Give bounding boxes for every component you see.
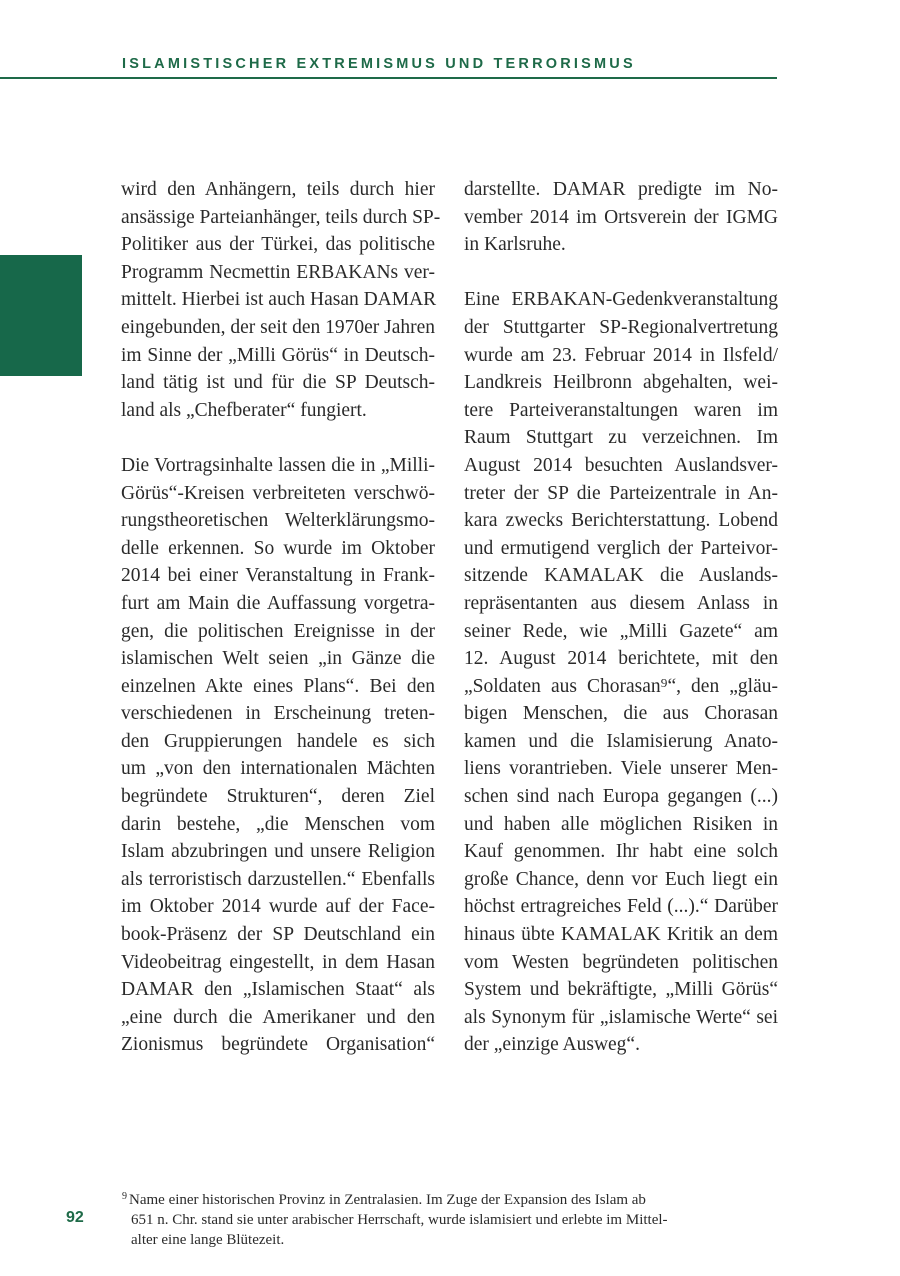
- text-line: gen, die politischen Ereignisse in der: [121, 620, 435, 642]
- text-line: kara zwecks Berichterstattung. Lobend: [464, 510, 778, 532]
- text-line: liens vorantrieben. Viele unserer Men-: [464, 758, 778, 780]
- running-header: ISLAMISTISCHER EXTREMISMUS UND TERRORISMUS: [122, 56, 636, 72]
- footnote-marker: 9: [122, 1191, 127, 1202]
- text-line: System und bekräftigte, „Milli Görüs“: [464, 979, 778, 1001]
- text-line: als terroristisch darzustellen.“ Ebenfalls: [121, 868, 435, 890]
- text-line: und haben alle möglichen Risiken in: [464, 813, 778, 835]
- text-line: Die Vortragsinhalte lassen die in „Milli-: [121, 454, 435, 476]
- header-rule: [0, 77, 777, 79]
- text-line: in Karlsruhe.: [464, 234, 566, 256]
- text-line: ansässige Parteianhänger, teils durch SP-: [121, 206, 441, 228]
- text-line: Islam abzubringen und unsere Religion: [121, 841, 435, 863]
- text-line: sitzende KAMALAK die Auslands-: [464, 565, 778, 587]
- text-line: eingebunden, der seit den 1970er Jahren: [121, 316, 436, 338]
- paragraph: [464, 176, 778, 259]
- text-line: islamischen Welt seien „in Gänze die: [121, 648, 435, 670]
- footnote-line: alter eine lange Blütezeit.: [131, 1232, 285, 1248]
- text-line: bigen Menschen, die aus Chorasan: [464, 703, 778, 725]
- text-line: Videobeitrag eingestellt, in dem Hasan: [121, 951, 435, 973]
- chapter-side-tab: [0, 255, 82, 376]
- text-line: wird den Anhängern, teils durch hier: [121, 179, 435, 200]
- text-line: DAMAR den „Islamischen Staat“ als: [121, 979, 435, 1001]
- text-line: land als „Chefberater“ fungiert.: [121, 399, 367, 421]
- text-line: Landkreis Heilbronn abgehalten, wei-: [464, 372, 778, 394]
- footnote: [122, 1187, 762, 1250]
- left-column: [121, 176, 441, 1059]
- text-line: book-Präsenz der SP Deutschland ein: [121, 924, 435, 946]
- text-line: Kauf genommen. Ihr habt eine solch: [464, 841, 778, 863]
- paragraph: [121, 176, 441, 424]
- text-line: verschiedenen in Erscheinung treten-: [121, 703, 435, 725]
- text-line: furt am Main die Auffassung vorgetra-: [121, 592, 435, 614]
- text-line: 12. August 2014 berichtete, mit den: [464, 648, 778, 670]
- text-line: schen sind nach Europa gegangen (...): [464, 786, 778, 808]
- text-line: kamen und die Islamisierung Anato-: [464, 730, 778, 752]
- text-line: höchst ertragreiches Feld (...).“ Darüber: [464, 896, 778, 918]
- text-line: Görüs“-Kreisen verbreiteten verschwö-: [121, 482, 435, 504]
- text-line: tere Parteiveranstaltungen waren im: [464, 399, 778, 421]
- footnote-line: 651 n. Chr. stand sie unter arabischer Herrschaft, wurde islamisiert und erlebte im Mittel-: [131, 1212, 668, 1228]
- text-line: hinaus übte KAMALAK Kritik an dem: [464, 924, 778, 946]
- text-line: delle erkennen. So wurde im Oktober: [121, 537, 435, 559]
- text-line: um „von den internationalen Mächten: [121, 758, 435, 780]
- text-line: „eine durch die Amerikaner und den: [121, 1006, 435, 1028]
- text-line: wurde am 23. Februar 2014 in Ilsfeld/: [464, 344, 778, 366]
- paragraph: [121, 452, 435, 1059]
- text-line: Politiker aus der Türkei, das politische: [121, 234, 435, 256]
- text-line: vember 2014 im Ortsverein der IGMG: [464, 206, 778, 228]
- text-line: Zionismus begründete Organisation“: [121, 1034, 435, 1056]
- text-line: „Soldaten aus Chorasan⁹“, den „gläu-: [464, 675, 778, 697]
- text-line: mittelt. Hierbei ist auch Hasan DAMAR: [121, 289, 437, 311]
- page-number: 92: [66, 1209, 84, 1226]
- footnote-text: Name einer historischen Provinz in Zentralasien. Im Zuge der Expansion des Islam ab: [129, 1192, 646, 1208]
- text-line: Eine ERBAKAN-Gedenkveranstaltung: [464, 289, 778, 311]
- text-line: treter der SP die Parteizentrale in An-: [464, 482, 778, 504]
- text-line: große Chance, denn vor Euch liegt ein: [464, 868, 778, 890]
- text-line: 2014 bei einer Veranstaltung in Frank-: [121, 565, 435, 587]
- text-line: repräsentanten aus diesem Anlass in: [464, 592, 778, 614]
- text-line: seiner Rede, wie „Milli Gazete“ am: [464, 620, 778, 642]
- text-line: begründete Strukturen“, deren Ziel: [121, 786, 435, 808]
- text-line: als Synonym für „islamische Werte“ sei: [464, 1006, 778, 1028]
- text-line: der Stuttgarter SP-Regionalvertretung: [464, 316, 778, 338]
- text-line: im Oktober 2014 wurde auf der Face-: [121, 896, 435, 918]
- text-line: Programm Necmettin ERBAKANs ver-: [121, 261, 435, 283]
- text-line: einzelnen Akte eines Plans“. Bei den: [121, 675, 435, 697]
- text-line: land tätig ist und für die SP Deutsch-: [121, 372, 435, 394]
- text-line: darstellte. DAMAR predigte im No-: [464, 179, 778, 200]
- text-line: im Sinne der „Milli Görüs“ in Deutsch-: [121, 344, 435, 366]
- right-column: [464, 176, 778, 1059]
- text-line: vom Westen begründeten politischen: [464, 951, 778, 973]
- paragraph: [464, 286, 778, 1059]
- text-line: rungstheoretischen Welterklärungsmo-: [121, 510, 435, 532]
- text-line: den Gruppierungen handele es sich: [121, 730, 435, 752]
- text-line: August 2014 besuchten Auslandsver-: [464, 454, 778, 476]
- text-line: und ermutigend verglich der Parteivor-: [464, 537, 778, 559]
- text-line: der „einzige Ausweg“.: [464, 1034, 640, 1056]
- footnote-line: [122, 1187, 762, 1210]
- text-line: Raum Stuttgart zu verzeichnen. Im: [464, 427, 778, 449]
- text-line: darin bestehe, „die Menschen vom: [121, 813, 435, 835]
